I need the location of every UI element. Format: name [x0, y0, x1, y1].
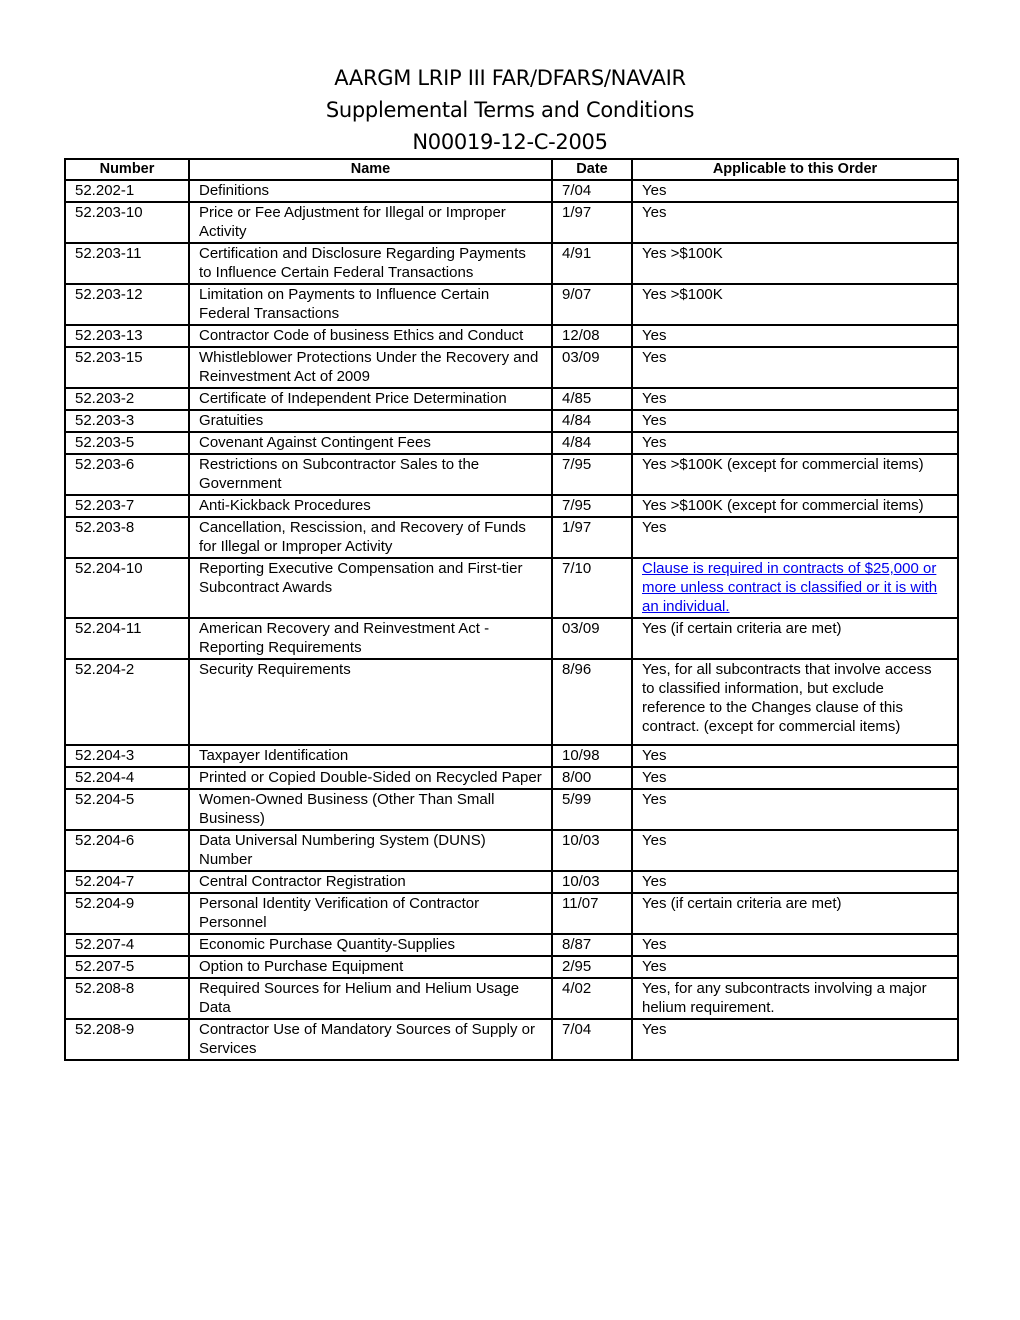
clause-number-cell: 52.207-5 — [65, 956, 189, 978]
clause-name-cell: Central Contractor Registration — [189, 871, 552, 893]
table-row — [65, 495, 958, 517]
title-line-program: AARGM LRIP III FAR/DFARS/NAVAIR — [334, 66, 686, 90]
clause-applicability-cell: Yes — [632, 347, 958, 388]
clause-number-cell: 52.204-6 — [65, 830, 189, 871]
table-row — [65, 347, 958, 388]
clause-number-cell: 52.204-3 — [65, 745, 189, 767]
clause-name-cell: Covenant Against Contingent Fees — [189, 432, 552, 454]
clause-applicability-cell: Yes — [632, 517, 958, 558]
clause-number-cell: 52.204-7 — [65, 871, 189, 893]
clause-number-cell: 52.203-15 — [65, 347, 189, 388]
clause-name-cell: Option to Purchase Equipment — [189, 956, 552, 978]
clause-number-cell: 52.203-12 — [65, 284, 189, 325]
clause-name-cell: Contractor Use of Mandatory Sources of Supply or Services — [189, 1019, 552, 1060]
clause-applicability-cell: Yes — [632, 1019, 958, 1060]
clause-date-cell: 4/02 — [552, 978, 632, 1019]
clause-name-cell: Data Universal Numbering System (DUNS) Number — [189, 830, 552, 871]
table-row — [65, 618, 958, 659]
clause-name-cell: Security Requirements — [189, 659, 552, 745]
table-row — [65, 956, 958, 978]
document-title — [0, 62, 1020, 158]
clause-number-cell: 52.204-5 — [65, 789, 189, 830]
clause-date-cell: 8/87 — [552, 934, 632, 956]
clause-name-cell: Restrictions on Subcontractor Sales to the Government — [189, 454, 552, 495]
clause-date-cell: 4/84 — [552, 410, 632, 432]
clause-name-cell: Cancellation, Rescission, and Recovery of Funds for Illegal or Improper Activity — [189, 517, 552, 558]
clause-name-cell: Personal Identity Verification of Contractor Personnel — [189, 893, 552, 934]
clause-date-cell: 4/85 — [552, 388, 632, 410]
clause-name-cell: Gratuities — [189, 410, 552, 432]
clause-number-cell: 52.203-5 — [65, 432, 189, 454]
clause-number-cell: 52.203-10 — [65, 202, 189, 243]
clause-number-cell: 52.204-4 — [65, 767, 189, 789]
clause-applicability-cell: Yes — [632, 202, 958, 243]
clause-applicability-cell: Yes, for all subcontracts that involve access to classified information, but exclude reference to the Changes clause of this contract. (except for commercial items) — [632, 659, 958, 745]
clause-applicability-cell: Yes — [632, 767, 958, 789]
clause-date-cell: 7/04 — [552, 1019, 632, 1060]
column-header-name: Name — [189, 159, 552, 180]
clause-name-cell: Anti-Kickback Procedures — [189, 495, 552, 517]
table-row — [65, 517, 958, 558]
clause-applicability-cell: Yes — [632, 180, 958, 202]
clause-number-cell: 52.203-13 — [65, 325, 189, 347]
clause-date-cell: 9/07 — [552, 284, 632, 325]
clauses-table — [64, 158, 959, 1061]
clause-name-cell: American Recovery and Reinvestment Act - Reporting Requirements — [189, 618, 552, 659]
table-row — [65, 978, 958, 1019]
clause-date-cell: 1/97 — [552, 517, 632, 558]
clause-number-cell: 52.203-6 — [65, 454, 189, 495]
clause-applicability-cell: Yes >$100K (except for commercial items) — [632, 454, 958, 495]
column-header-number: Number — [65, 159, 189, 180]
table-row — [65, 454, 958, 495]
clause-date-cell: 4/84 — [552, 432, 632, 454]
clause-name-cell: Contractor Code of business Ethics and Conduct — [189, 325, 552, 347]
clause-date-cell: 5/99 — [552, 789, 632, 830]
clause-name-cell: Taxpayer Identification — [189, 745, 552, 767]
table-row — [65, 767, 958, 789]
clause-date-cell: 7/95 — [552, 454, 632, 495]
table-row — [65, 659, 958, 745]
table-header-row — [65, 159, 958, 180]
title-line-contract-number: N00019-12-C-2005 — [412, 130, 608, 154]
clause-number-cell: 52.204-10 — [65, 558, 189, 618]
clause-applicability-cell: Yes — [632, 934, 958, 956]
table-row — [65, 388, 958, 410]
clause-name-cell: Definitions — [189, 180, 552, 202]
clause-applicability-cell: Yes — [632, 830, 958, 871]
clause-date-cell: 03/09 — [552, 347, 632, 388]
clause-requirement-link[interactable]: Clause is required in contracts of $25,000 or more unless contract is classified or it is with an individual. — [642, 560, 938, 615]
clause-name-cell: Limitation on Payments to Influence Certain Federal Transactions — [189, 284, 552, 325]
clause-date-cell: 8/00 — [552, 767, 632, 789]
clause-number-cell: 52.208-9 — [65, 1019, 189, 1060]
clause-applicability-cell: Yes — [632, 325, 958, 347]
clause-applicability-cell: Yes — [632, 432, 958, 454]
clause-applicability-cell: Yes (if certain criteria are met) — [632, 618, 958, 659]
clause-applicability-cell: Yes — [632, 745, 958, 767]
table-row — [65, 202, 958, 243]
clause-applicability-cell: Yes — [632, 956, 958, 978]
clause-number-cell: 52.203-8 — [65, 517, 189, 558]
clause-number-cell: 52.203-2 — [65, 388, 189, 410]
clause-date-cell: 8/96 — [552, 659, 632, 745]
clause-name-cell: Women-Owned Business (Other Than Small Business) — [189, 789, 552, 830]
clause-date-cell: 7/10 — [552, 558, 632, 618]
table-row — [65, 789, 958, 830]
table-row — [65, 325, 958, 347]
table-row — [65, 893, 958, 934]
clause-name-cell: Economic Purchase Quantity-Supplies — [189, 934, 552, 956]
clause-date-cell: 10/03 — [552, 871, 632, 893]
clause-number-cell: 52.203-11 — [65, 243, 189, 284]
clause-date-cell: 2/95 — [552, 956, 632, 978]
clause-name-cell: Certificate of Independent Price Determination — [189, 388, 552, 410]
clause-applicability-cell: Yes — [632, 388, 958, 410]
clause-date-cell: 10/03 — [552, 830, 632, 871]
column-header-applicable: Applicable to this Order — [632, 159, 958, 180]
clause-date-cell: 1/97 — [552, 202, 632, 243]
clause-applicability-cell: Yes — [632, 871, 958, 893]
table-row — [65, 745, 958, 767]
clause-applicability-cell — [632, 558, 958, 618]
clause-number-cell: 52.204-2 — [65, 659, 189, 745]
clause-number-cell: 52.207-4 — [65, 934, 189, 956]
clause-number-cell: 52.208-8 — [65, 978, 189, 1019]
table-row — [65, 830, 958, 871]
table-row — [65, 871, 958, 893]
clause-date-cell: 03/09 — [552, 618, 632, 659]
table-row — [65, 558, 958, 618]
table-row — [65, 432, 958, 454]
column-header-date: Date — [552, 159, 632, 180]
clause-applicability-cell: Yes >$100K (except for commercial items) — [632, 495, 958, 517]
clause-date-cell: 12/08 — [552, 325, 632, 347]
clause-date-cell: 11/07 — [552, 893, 632, 934]
clause-date-cell: 7/04 — [552, 180, 632, 202]
clause-applicability-cell: Yes — [632, 410, 958, 432]
clause-date-cell: 10/98 — [552, 745, 632, 767]
clause-number-cell: 52.204-11 — [65, 618, 189, 659]
clause-number-cell: 52.202-1 — [65, 180, 189, 202]
clause-date-cell: 4/91 — [552, 243, 632, 284]
table-row — [65, 410, 958, 432]
clause-number-cell: 52.203-7 — [65, 495, 189, 517]
table-body — [65, 180, 958, 1060]
clause-applicability-cell: Yes — [632, 789, 958, 830]
clause-number-cell: 52.204-9 — [65, 893, 189, 934]
table-row — [65, 1019, 958, 1060]
table-row — [65, 243, 958, 284]
clause-name-cell: Price or Fee Adjustment for Illegal or Improper Activity — [189, 202, 552, 243]
table-row — [65, 284, 958, 325]
table-row — [65, 934, 958, 956]
clause-applicability-cell: Yes >$100K — [632, 243, 958, 284]
clause-name-cell: Certification and Disclosure Regarding Payments to Influence Certain Federal Transactions — [189, 243, 552, 284]
clause-name-cell: Reporting Executive Compensation and First-tier Subcontract Awards — [189, 558, 552, 618]
clause-date-cell: 7/95 — [552, 495, 632, 517]
clause-number-cell: 52.203-3 — [65, 410, 189, 432]
table-row — [65, 180, 958, 202]
clause-name-cell: Required Sources for Helium and Helium Usage Data — [189, 978, 552, 1019]
clause-name-cell: Printed or Copied Double-Sided on Recycled Paper — [189, 767, 552, 789]
title-line-subtitle: Supplemental Terms and Conditions — [325, 98, 695, 122]
clause-applicability-cell: Yes, for any subcontracts involving a major helium requirement. — [632, 978, 958, 1019]
clause-applicability-cell: Yes (if certain criteria are met) — [632, 893, 958, 934]
clause-name-cell: Whistleblower Protections Under the Recovery and Reinvestment Act of 2009 — [189, 347, 552, 388]
clause-applicability-cell: Yes >$100K — [632, 284, 958, 325]
